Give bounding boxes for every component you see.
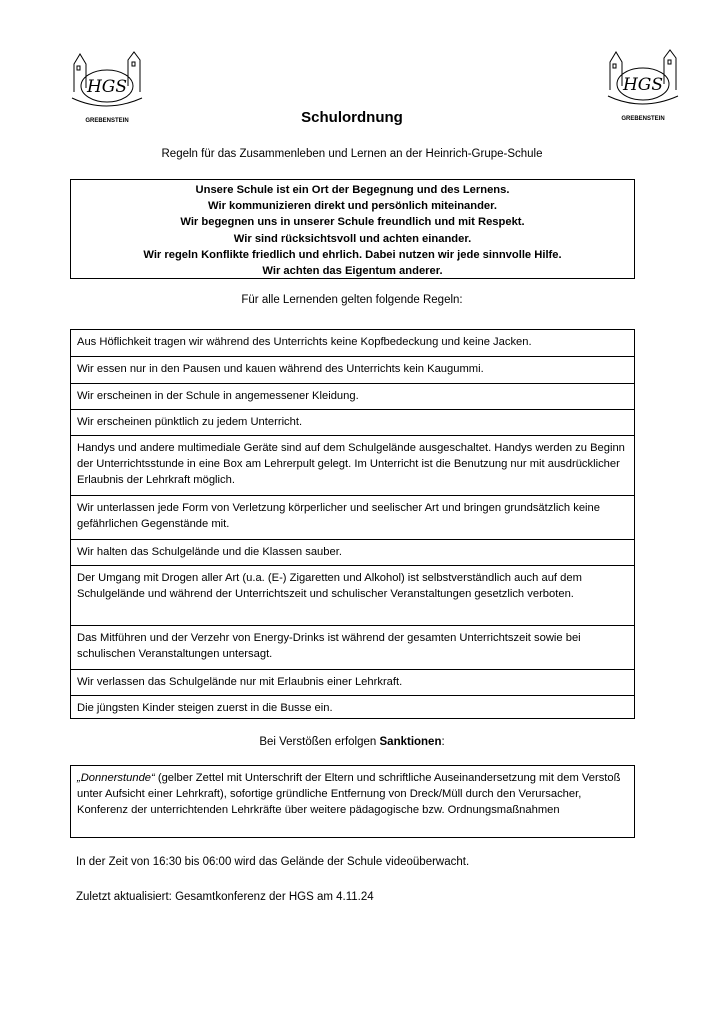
rules-intro: Für alle Lernenden gelten folgende Regeln: [241,294,463,306]
rule-row: Wir unterlassen jede Form von Verletzung körperlicher und seelischer Art und bringen grundsätzlich keine gefährlichen Gegenstände mit. [71,496,634,540]
rule-row: Wir halten das Schulgelände und die Klassen sauber. [71,540,634,566]
page-title: Schulordnung [301,109,403,126]
page-subtitle: Regeln für das Zusammenleben und Lernen an der Heinrich-Grupe-Schule [161,148,543,160]
video-surveillance-note: In der Zeit von 16:30 bis 06:00 wird das Gelände der Schule videoüberwacht. [76,856,470,868]
principle-line: Wir sind rücksichtsvoll und achten einander. [233,232,472,245]
principle-line: Unsere Schule ist ein Ort der Begegnung und des Lernens. [195,184,510,196]
principle-line: Wir regeln Konflikte friedlich und ehrlich. Dabei nutzen wir jede sinnvolle Hilfe. [143,248,562,261]
principles-box [70,179,635,279]
rule-row: Die jüngsten Kinder steigen zuerst in die Busse ein. [77,702,333,714]
logo-place: GREBENSTEIN [621,116,665,122]
sanctions-heading-bold: Sanktionen [379,736,442,748]
sanctions-text: (gelber Zettel mit Unterschrift der Eltern und schriftliche Auseinandersetzung mit dem Verstoß unter Aufsicht einer Lehrkraft), sofortige gründliche Entfernung von Dreck/Müll durch den Verursacher, Konferenz der unterrichtenden Lehrkräfte über weitere pädagogische bzw. Ordnungsmaßnahmen [77,772,621,817]
rules-table [70,329,635,719]
logo-initials: HGS [622,75,664,95]
principle-line: Wir kommunizieren direkt und persönlich miteinander. [208,200,497,213]
sanctions-box [70,765,635,838]
principle-line: Wir begegnen uns in unserer Schule freundlich und mit Respekt. [180,216,525,229]
rule-row: Wir verlassen das Schulgelände nur mit Erlaubnis einer Lehrkraft. [71,670,634,696]
logo-initials: HGS [86,77,128,97]
sanctions-term: „Donnerstunde“ [77,772,155,784]
rule-row: Wir erscheinen in der Schule in angemessener Kleidung. [71,384,634,410]
sanctions-heading [0,736,704,748]
rule-row: Wir essen nur in den Pausen und kauen während des Unterrichts kein Kaugummi. [71,357,634,384]
rule-row: Handys und andere multimediale Geräte sind auf dem Schulgelände ausgeschaltet. Handys werden zu Beginn der Unterrichtsstunde in eine Box am Lehrerpult gelegt. Im Unterricht ist die Benutzung nur mit ausdrücklicher Erlaubnis der Lehrkraft möglich. [71,436,634,496]
principle-line: Wir achten das Eigentum anderer. [262,264,443,277]
logo-place: GREBENSTEIN [85,118,129,124]
rule-row: Das Mitführen und der Verzehr von Energy-Drinks ist während der gesamten Unterrichtszeit sowie bei schulischen Veranstaltungen untersagt. [71,626,634,670]
sanctions-heading-suffix: : [441,736,445,748]
rule-row: Wir erscheinen pünktlich zu jedem Unterricht. [71,410,634,436]
last-updated-note: Zuletzt aktualisiert: Gesamtkonferenz der HGS am 4.11.24 [76,891,374,903]
rule-row: Aus Höflichkeit tragen wir während des Unterrichts keine Kopfbedeckung und keine Jacken. [71,330,634,357]
sanctions-heading-prefix: Bei Verstößen erfolgen [259,736,380,748]
rule-row: Der Umgang mit Drogen aller Art (u.a. (E-) Zigaretten und Alkohol) ist selbstverständlich auch auf dem Schulgelände und während der Unterrichtszeit und schulischer Veranstaltungen gesetzlich verboten. [71,566,634,626]
